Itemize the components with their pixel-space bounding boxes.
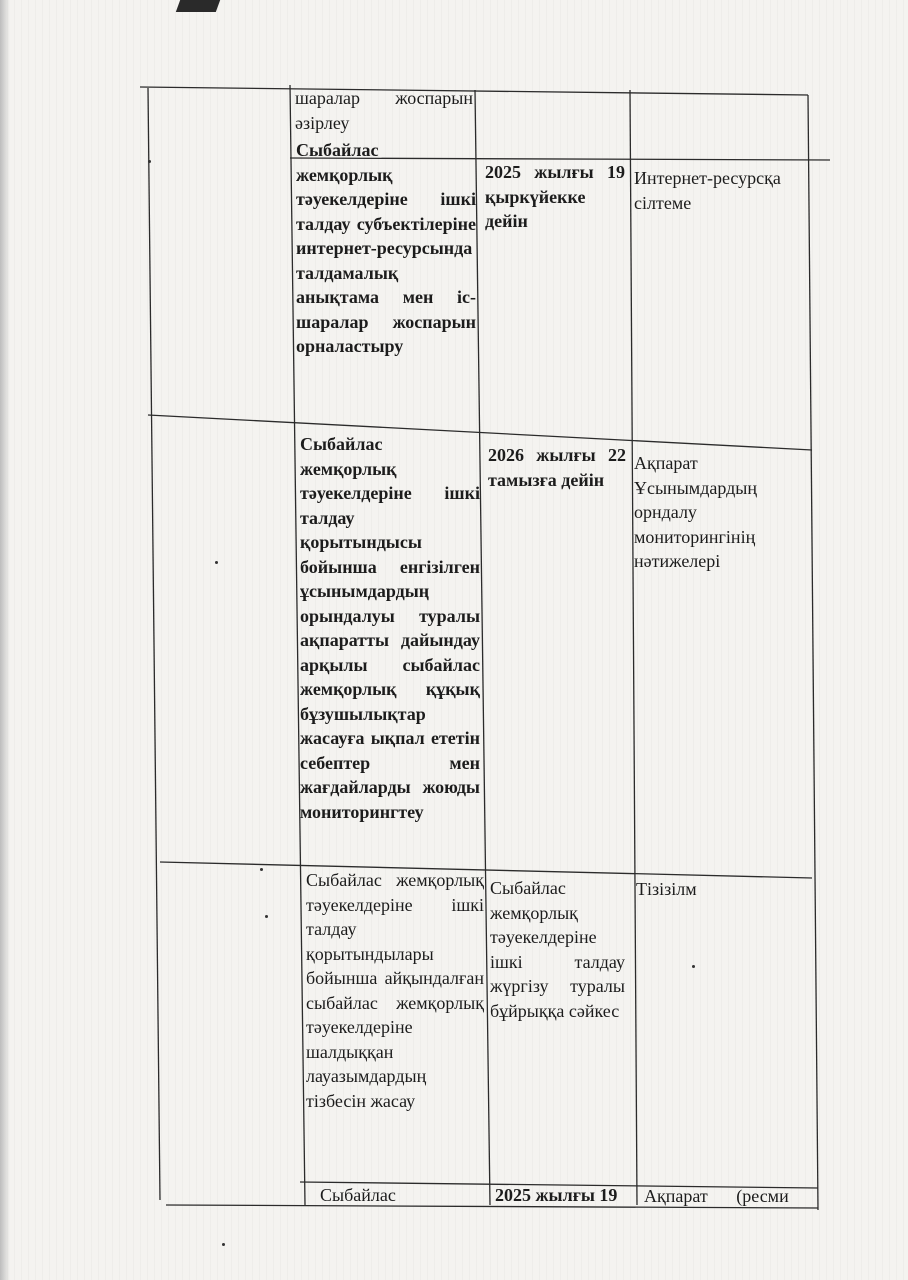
table-row-0-task: шаралар жоспарын әзірлеу (295, 88, 473, 133)
table-row-1-task: Сыбайлас жемқорлық тәуекелдеріне ішкі талдау субъектілеріне интернет-ресурсында талдамалық анықтама мен іс-шаралар жоспарын орналастыру (296, 140, 476, 356)
table-row-3-task: Сыбайлас жемқорлық тәуекелдеріне ішкі талдау қорытындылары бойынша айқындалған сыбайлас жемқорлық тәуекелдеріне шалдыққан лауазымдардың тізбесін жасау (306, 870, 484, 1111)
table-row-2-deadline: 2026 жылғы 22 тамызға дейін (488, 445, 626, 490)
table-row-3-form: Тізізілм (636, 879, 697, 899)
table-row-2-task: Сыбайлас жемқорлық тәуекелдеріне ішкі талдау қорытындысы бойынша енгізілген ұсынымдардың орындалуы туралы ақпаратты дайындау арқылы сыбайлас жемқорлық құқық бұзушылықтар жасауға ықпал ететін себептер мен жағдайларды жоюды мониторингтеу (300, 434, 480, 822)
table-row-4-deadline: 2025 жылғы 19 (495, 1185, 618, 1205)
table-row-4-form: Ақпарат (ресми (644, 1186, 789, 1206)
page-edge-shadow (0, 0, 10, 1280)
table-row-3-deadline: Сыбайлас жемқорлық тәуекелдеріне ішкі талдау жүргізу туралы бұйрыққа сәйкес (490, 878, 625, 1021)
table-row-1-deadline: 2025 жылғы 19 қыркүйекке дейін (485, 162, 625, 231)
table-row-1-form: Интернет-ресурсқа сілтеме (634, 168, 781, 213)
table-row-4-task: Сыбайлас (320, 1185, 396, 1205)
page-corner (176, 0, 220, 12)
table-row-2-form: Ақпарат Ұсынымдардың орндалу мониторингінің нәтижелері (634, 453, 757, 571)
